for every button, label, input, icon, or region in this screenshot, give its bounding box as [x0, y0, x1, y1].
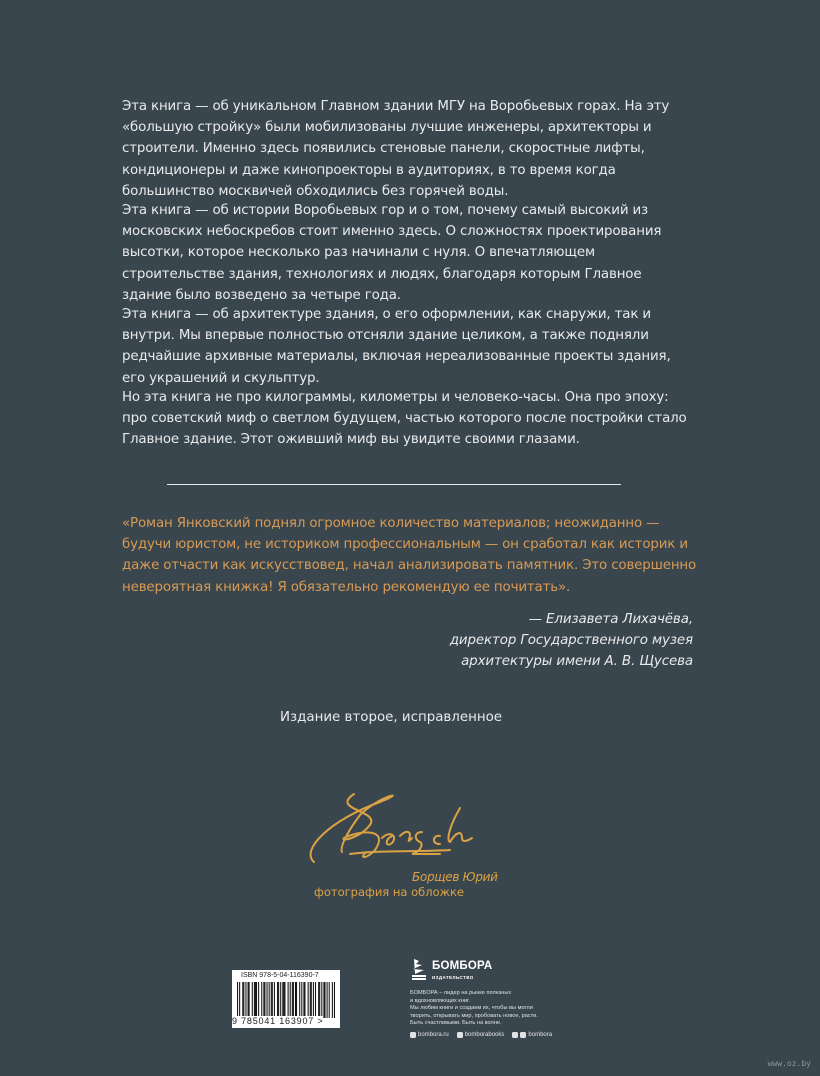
- social-link-vk[interactable]: [457, 1032, 505, 1038]
- barcode-bar: [249, 982, 250, 1018]
- isbn-number: ISBN 978-5-04-116390-7: [241, 972, 319, 979]
- barcode-bar: [252, 982, 253, 1018]
- attribution-line: архитектуры имени А. В. Щусева: [461, 654, 693, 670]
- publisher-description-line: БОМБОРА – лидер на рынке полезных: [410, 990, 512, 996]
- barcode-bar: [323, 982, 324, 1018]
- barcode-bar: [271, 982, 272, 1018]
- publisher-description-line: и вдохновляющих книг.: [410, 997, 470, 1004]
- signature-borsch-logo: [300, 780, 500, 875]
- barcode-bar: [303, 982, 304, 1018]
- quote-attribution: [450, 609, 693, 673]
- barcode-bar: [264, 982, 265, 1018]
- attribution-line: директор Государственного музея: [449, 633, 693, 649]
- barcode-bar: [245, 982, 246, 1018]
- publisher-description-line: Мы любим книги и создаем их, чтобы вы могли: [410, 1005, 533, 1011]
- barcode-bar: [256, 982, 257, 1018]
- barcode-bar: [254, 982, 255, 1018]
- barcode-bar: [237, 982, 238, 1018]
- barcode-bar: [278, 982, 279, 1018]
- publisher-name: БОМБОРА: [432, 960, 493, 972]
- barcode-bar: [248, 982, 249, 1018]
- description-paragraph-3: Эта книга — об архитектуре здания, о его оформлении, как снаружи, так и внутри. Мы впервые полностью отсняли здание целиком, а также подняли редчайшие архивные материалы, включая нереализованные проекты здания, его украшений и скульптур.: [122, 307, 671, 386]
- social-label: bombora.ru: [418, 1032, 449, 1038]
- barcode-bar: [319, 982, 320, 1018]
- ean-digits: 9 785041 163907 >: [232, 1016, 324, 1026]
- publisher-description-line: Быть счастливыми. Быть на волне.: [410, 1020, 502, 1026]
- description-paragraph-1: Эта книга — об уникальном Главном здании МГУ на Воробьевых горах. На эту «большую стройку» были мобилизованы лучшие инженеры, архитекторы и строители. Именно здесь появились стеновые панели, скоростные лифты, кондиционеры и даже кинопроекторы в аудиториях, в то время когда большинство москвичей обходились без горячей воды.: [122, 99, 670, 199]
- barcode-bar: [332, 982, 333, 1018]
- barcode-bar: [315, 982, 316, 1018]
- publisher-socials: [410, 1032, 552, 1038]
- telegram-icon: [520, 1032, 526, 1038]
- edition-note: Издание второе, исправленное: [280, 710, 503, 725]
- social-link-telegram[interactable]: [512, 1032, 552, 1038]
- barcode-bar: [288, 982, 289, 1018]
- barcode-bar: [283, 982, 284, 1018]
- barcode-bar: [310, 982, 311, 1018]
- barcode-bar: [301, 982, 302, 1018]
- publisher-description-line: творить, открывать мир, пробовать новое, расти.: [410, 1012, 538, 1019]
- barcode-bar: [296, 982, 297, 1018]
- attribution-line: — Елизавета Лихачёва,: [528, 612, 693, 627]
- review-quote: «Роман Янковский поднял огромное количество материалов; неожиданно — будучи юристом, не историком профессиональным — он сработал как историк и даже отчасти как искусствовед, начал анализировать памятник. Это совершенно невероятная книжка! Я обязательно рекомендую ее почитать».: [122, 516, 697, 595]
- barcode-bars: [237, 982, 335, 1018]
- barcode-bar: [284, 982, 285, 1018]
- photographer-name: Борщев Юрий: [412, 870, 498, 884]
- description-paragraph-2: Эта книга — об истории Воробьевых гор и о том, почему самый высокий из московских небоскребов стоит именно здесь. О сложностях проектирования высотки, которое несколько раз начинали с нуля. О впечатляющем строительстве здания, технологиях и людях, благодаря которым Главное здание было возведено за четыре года.: [122, 203, 662, 303]
- barcode-bar: [242, 982, 243, 1018]
- barcode-bar: [263, 982, 264, 1018]
- barcode-bar: [324, 982, 325, 1018]
- youtube-icon: [512, 1032, 518, 1038]
- barcode-bar: [282, 982, 283, 1018]
- barcode-bar: [280, 982, 281, 1018]
- barcode-bar: [255, 982, 256, 1018]
- barcode-bar: [243, 982, 244, 1018]
- social-label: bomborabooks: [464, 1032, 505, 1038]
- site-watermark: www.oz.by: [767, 1059, 811, 1068]
- publisher-subtitle: ИЗДАТЕЛЬСТВО: [432, 975, 474, 980]
- instagram-icon: [410, 1032, 416, 1038]
- publisher-description: [410, 990, 590, 1028]
- barcode-bar: [334, 982, 335, 1018]
- barcode-bar: [308, 982, 309, 1018]
- barcode-bar: [313, 982, 314, 1018]
- barcode-bar: [304, 982, 305, 1018]
- vk-icon: [457, 1032, 463, 1038]
- barcode-bar: [321, 982, 322, 1018]
- barcode-bar: [299, 982, 300, 1018]
- barcode-bar: [277, 982, 278, 1018]
- barcode-bar: [295, 982, 296, 1018]
- barcode-bar: [329, 982, 330, 1018]
- photo-credit-caption: фотография на обложке: [314, 885, 464, 899]
- isbn-barcode: [232, 970, 340, 1028]
- barcode-bar: [290, 982, 291, 1018]
- barcode-bar: [327, 982, 328, 1018]
- social-link-site[interactable]: [410, 1032, 449, 1038]
- barcode-bar: [267, 982, 268, 1018]
- barcode-bar: [293, 982, 294, 1018]
- barcode-bar: [239, 982, 240, 1018]
- description-paragraph-4: Но эта книга не про килограммы, километры и человеко-часы. Она про эпоху: про советский миф о светлом будущем, частью которого после постройки стало Главное здание. Этот оживший миф вы увидите своими глазами.: [122, 390, 687, 448]
- barcode-bar: [269, 982, 270, 1018]
- photographer-signature: [300, 780, 500, 900]
- barcode-bar: [292, 982, 293, 1018]
- barcode-bar: [274, 982, 275, 1018]
- barcode-bar: [258, 982, 259, 1018]
- social-label: bombora: [528, 1032, 553, 1038]
- barcode-bar: [311, 982, 312, 1018]
- bombora-logo-icon: [410, 958, 430, 982]
- divider-line: [167, 484, 621, 485]
- barcode-bar: [318, 982, 319, 1018]
- barcode-bar: [261, 982, 262, 1018]
- barcode-bar: [272, 982, 273, 1018]
